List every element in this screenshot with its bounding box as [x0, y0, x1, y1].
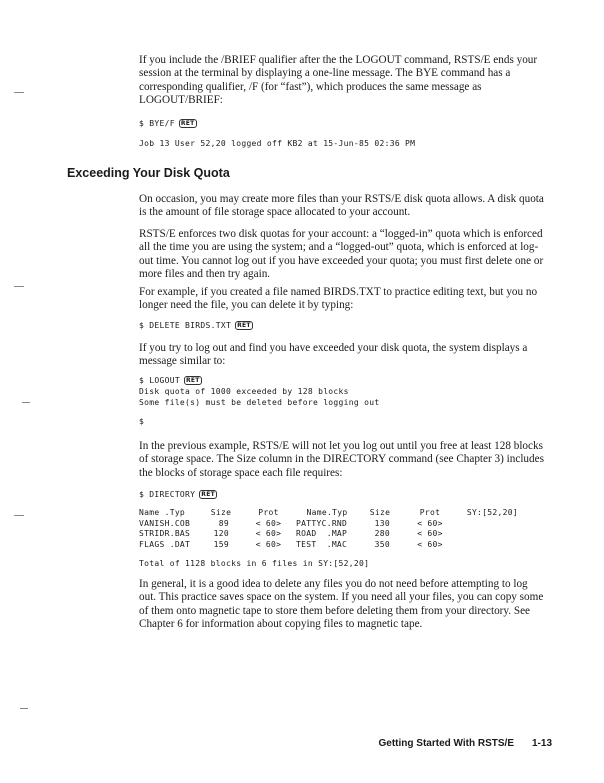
code-delete-text: $ DELETE BIRDS.TXT: [139, 321, 232, 330]
code-prompt: $: [139, 417, 145, 426]
code-directory: [139, 489, 217, 500]
empty-cell: [458, 540, 518, 551]
directory-header-row: [139, 508, 518, 519]
paragraph-previous-example: In the previous example, RSTS/E will not let you log out until you free at least 128 blocks of storage space. The Size column in the DIRECTORY command (see Chapter 3) includes the blocks of storage space each file requires:: [139, 440, 544, 479]
return-key-icon: RET: [180, 120, 195, 127]
header-cell: Prot: [419, 508, 441, 517]
code-directory-text: $ DIRECTORY: [139, 490, 196, 499]
paragraph-quota-intro: On occasion, you may create more files than your RSTS/E disk quota allows. A disk quota is the amount of file storage space allocated to your account.: [139, 193, 544, 219]
margin-mark: [14, 515, 24, 516]
code-quota-line-1: Disk quota of 1000 exceeded by 128 blocks: [139, 387, 349, 396]
paragraph-general: In general, it is a good idea to delete any files you do not need before attempting to log out. This practice saves space on the system. If you need all your files, you can copy some of them onto magnetic tape to store them before deleting them from your directory. See Chapter 6 for information about copying files to magnetic tape.: [139, 578, 544, 631]
footer-title: Getting Started With RSTS/E: [378, 738, 514, 749]
paragraph-try-logout: If you try to log out and find you have exceeded your disk quota, the system displays a message similar to:: [139, 342, 528, 368]
file-prot: < 60>: [255, 539, 282, 549]
page-number: 1-13: [531, 738, 552, 749]
margin-mark: [20, 708, 28, 709]
margin-mark: [22, 402, 30, 403]
file-name: VANISH.COB: [139, 518, 191, 528]
empty-cell: [458, 519, 518, 530]
return-key-icon: RET: [201, 491, 215, 498]
file-size: 120: [213, 529, 229, 538]
file-size: 89: [218, 518, 229, 528]
header-cell: Size: [210, 508, 232, 517]
file-size: 159: [213, 539, 229, 549]
header-cell: Name.Typ: [306, 508, 348, 517]
paragraph-two-quotas: RSTS/E enforces two disk quotas for your account: a “logged-in” quota which is enforced all the time you are using the system; and a “logged-out” quota, which is enforced at log-out time. You cannot log out if you have exceeded your quota; you must first delete one or more files and then try again.: [139, 228, 544, 281]
return-key-icon: RET: [185, 377, 200, 384]
file-size: 280: [374, 529, 390, 538]
file-size: 350: [374, 539, 390, 549]
file-name: FLAGS .DAT: [139, 539, 191, 549]
paragraph-example: For example, if you created a file named BIRDS.TXT to practice editing text, but you no longer need the file, you can delete it by typing:: [139, 286, 538, 312]
code-bye: [139, 118, 197, 129]
table-row: [139, 540, 518, 551]
table-row: [139, 529, 518, 540]
margin-mark: [14, 92, 24, 93]
file-size: 130: [374, 518, 390, 528]
table-row: [139, 519, 518, 530]
code-delete: [139, 320, 253, 331]
file-prot: < 60>: [417, 539, 443, 549]
file-name: STRIDR.BAS: [139, 529, 191, 538]
header-cell: Name .Typ: [139, 508, 186, 517]
header-cell: Prot: [258, 508, 279, 517]
directory-listing: [139, 508, 518, 550]
code-job-logged-off: Job 13 User 52,20 logged off KB2 at 15-Jun-85 02:36 PM: [139, 139, 416, 148]
file-prot: < 60>: [255, 529, 282, 538]
file-prot: < 60>: [417, 529, 443, 538]
code-logout: [139, 375, 202, 386]
file-prot: < 60>: [417, 518, 443, 528]
code-bye-text: $ BYE/F: [139, 119, 175, 128]
empty-cell: [458, 529, 518, 540]
paragraph-logout-brief: If you include the /BRIEF qualifier after the the LOGOUT command, RSTS/E ends your session at the terminal by displaying a one-line message. The BYE command has a corresponding qualifier, /F (for “fast”), which produces the same message as LOGOUT/BRIEF:: [139, 54, 538, 107]
page-footer: [379, 738, 552, 749]
margin-mark: [14, 286, 24, 287]
file-name: TEST .MAC: [296, 539, 348, 549]
header-cell: Size: [369, 508, 391, 517]
file-prot: < 60>: [255, 518, 282, 528]
code-quota-line-2: Some file(s) must be deleted before logging out: [139, 398, 380, 407]
header-cell: SY:[52,20]: [466, 508, 518, 517]
return-key-icon: RET: [237, 322, 251, 329]
code-directory-total: Total of 1128 blocks in 6 files in SY:[52,20]: [139, 559, 370, 568]
file-name: ROAD .MAP: [296, 529, 348, 538]
file-name: PATTYC.RND: [296, 518, 348, 528]
code-logout-text: $ LOGOUT: [139, 376, 180, 385]
section-heading: Exceeding Your Disk Quota: [67, 166, 230, 180]
